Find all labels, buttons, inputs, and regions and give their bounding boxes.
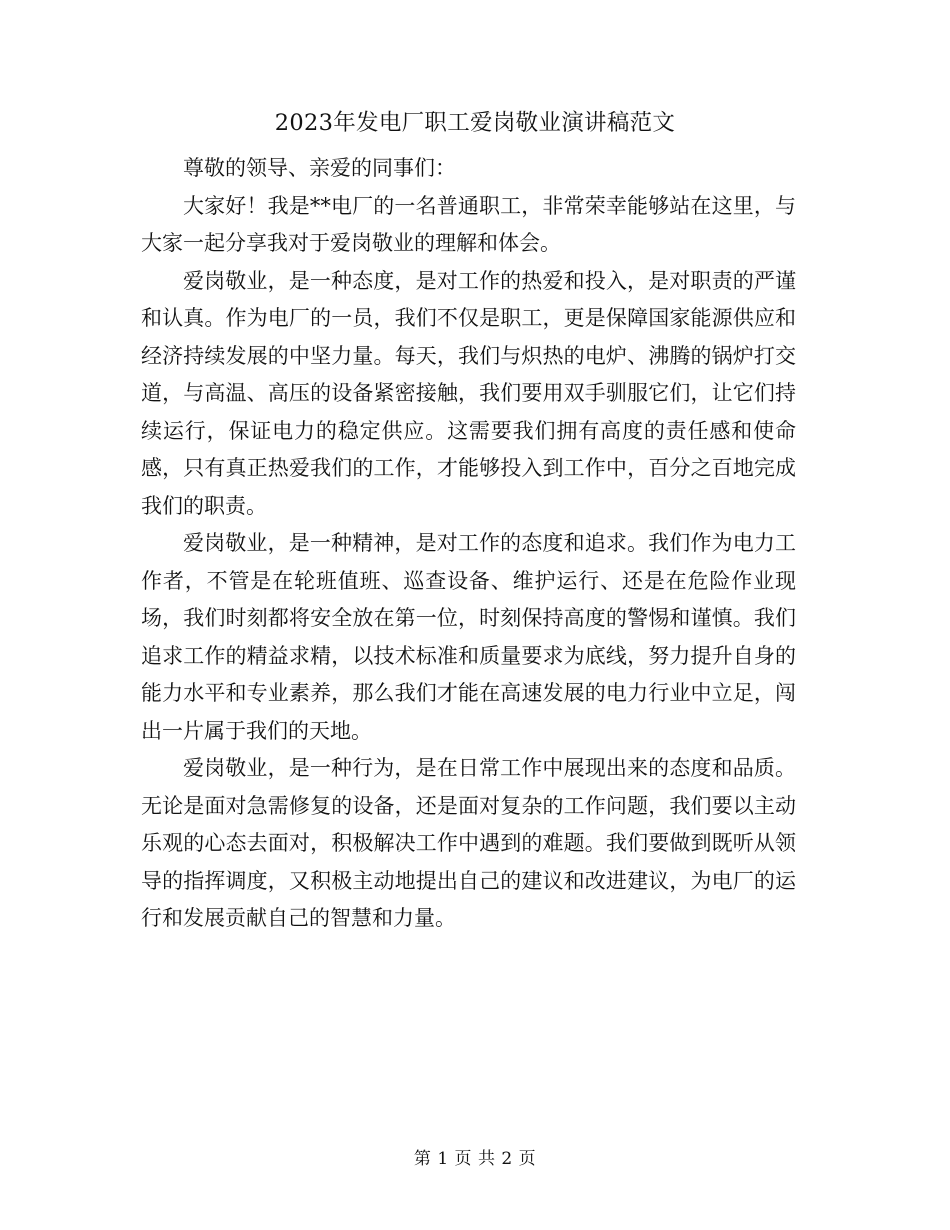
document-body: [141, 150, 796, 938]
body-paragraph-1: 大家好！我是**电厂的一名普通职工，非常荣幸能够站在这里，与大家一起分享我对于爱岗敬业的理解和体会。: [141, 193, 796, 255]
document-title: 2023年发电厂职工爱岗敬业演讲稿范文: [274, 110, 676, 136]
body-paragraph-4: 爱岗敬业，是一种行为，是在日常工作中展现出来的态度和品质。无论是面对急需修复的设备，还是面对复杂的工作问题，我们要以主动乐观的心态去面对，积极解决工作中遇到的难题。我们要做到既听从领导的指挥调度，又积极主动地提出自己的建议和改进建议，为电厂的运行和发展贡献自己的智慧和力量。: [141, 756, 796, 930]
greeting-paragraph: 尊敬的领导、亲爱的同事们：: [183, 156, 456, 180]
body-paragraph-3: 爱岗敬业，是一种精神，是对工作的态度和追求。我们作为电力工作者，不管是在轮班值班、巡查设备、维护运行、还是在危险作业现场，我们时刻都将安全放在第一位，时刻保持高度的警惕和谨慎。我们追求工作的精益求精，以技术标准和质量要求为底线，努力提升自身的能力水平和专业素养，那么我们才能在高速发展的电力行业中立足，闯出一片属于我们的天地。: [141, 531, 796, 743]
page-footer: 第 1 页 共 2 页: [413, 1149, 537, 1169]
body-paragraph-2: 爱岗敬业，是一种态度，是对工作的热爱和投入，是对职责的严谨和认真。作为电厂的一员，我们不仅是职工，更是保障国家能源供应和经济持续发展的中坚力量。每天，我们与炽热的电炉、沸腾的锅炉打交道，与高温、高压的设备紧密接触，我们要用双手驯服它们，让它们持续运行，保证电力的稳定供应。这需要我们拥有高度的责任感和使命感，只有真正热爱我们的工作，才能够投入到工作中，百分之百地完成我们的职责。: [141, 268, 796, 518]
